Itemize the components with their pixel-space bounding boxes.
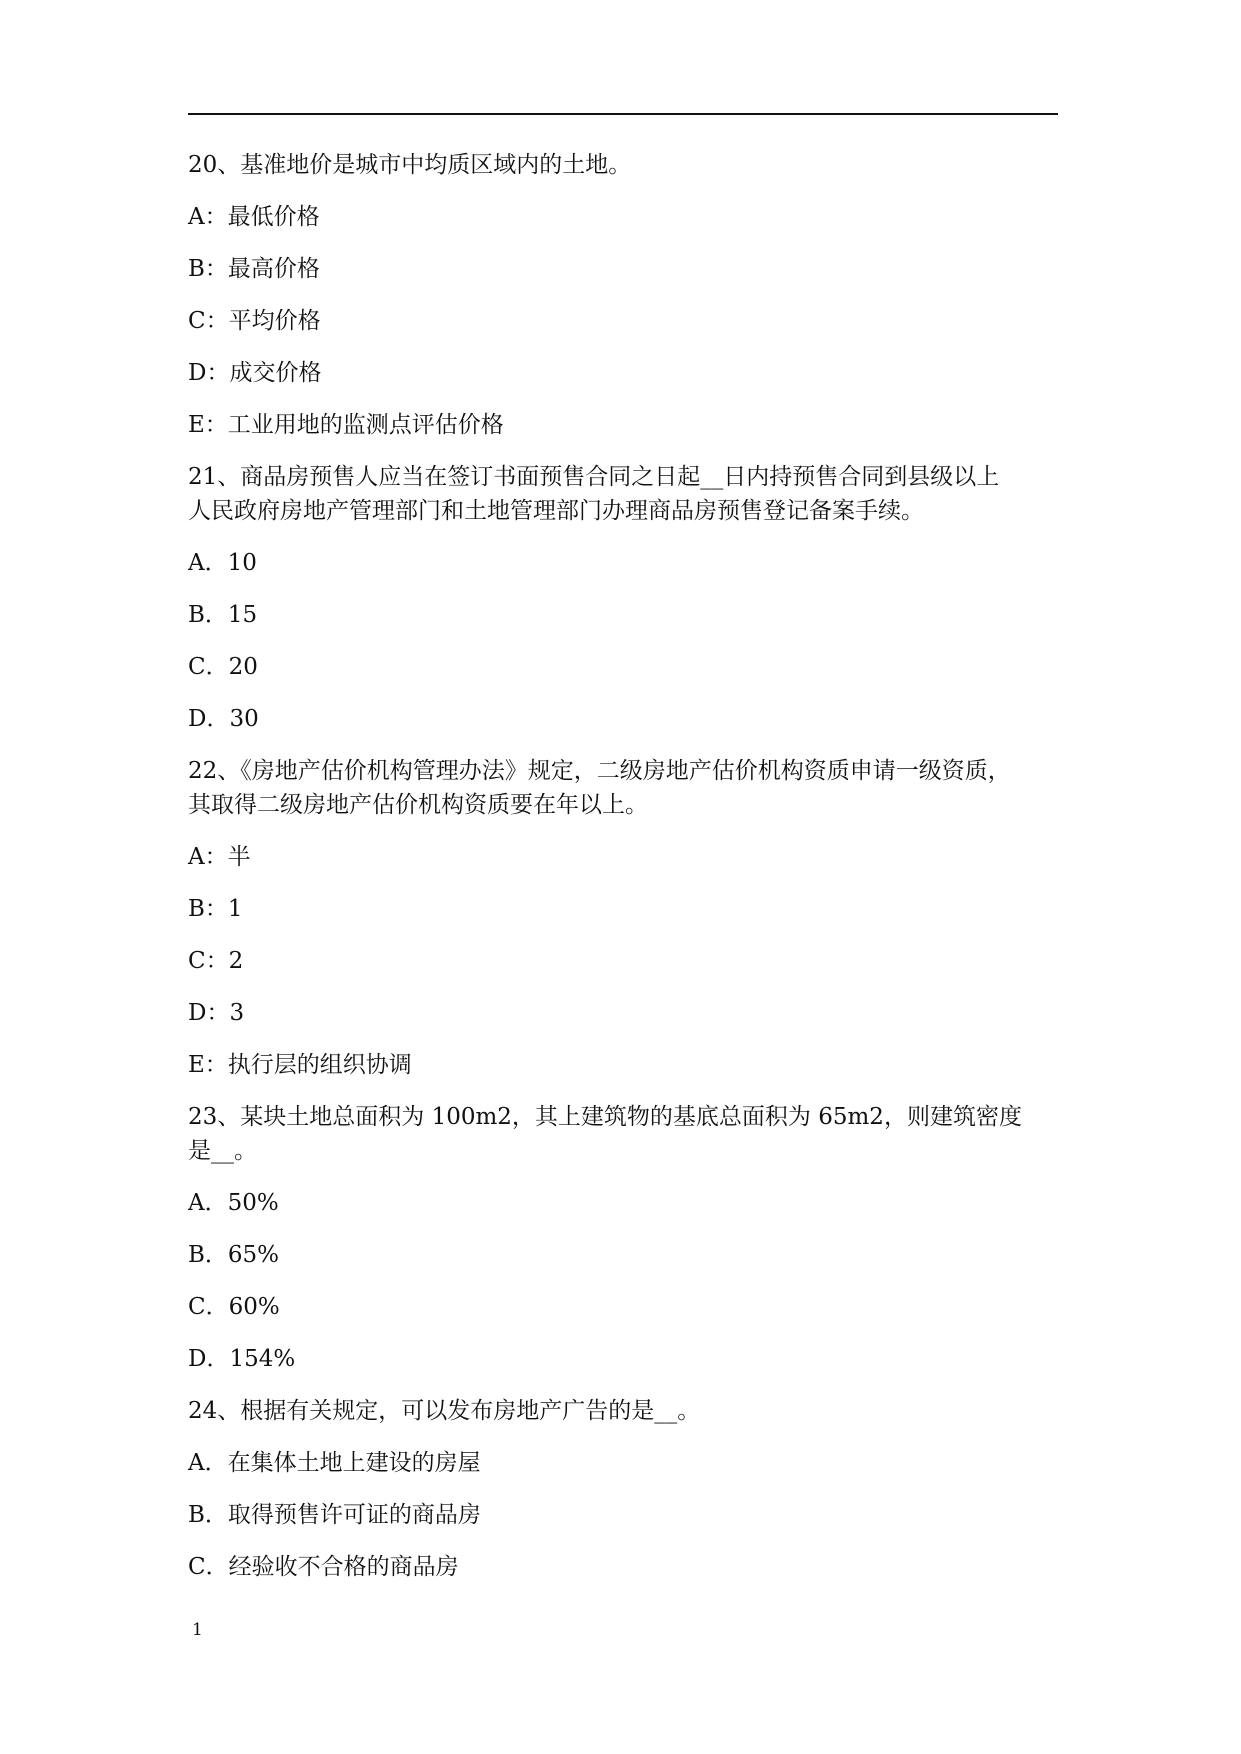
- option-c: C．60%: [188, 1294, 280, 1320]
- question-line: 22、《房地产估价机构管理办法》规定，二级房地产估价机构资质申请一级资质，: [188, 758, 1011, 784]
- header-rule: [188, 113, 1058, 115]
- question-line: 是__。: [188, 1138, 257, 1164]
- option-c: C：平均价格: [188, 308, 321, 334]
- question-24-text: [188, 1394, 1058, 1428]
- option-b: B：最高价格: [188, 256, 320, 282]
- option-c: C．经验收不合格的商品房: [188, 1554, 459, 1580]
- question-line: 23、某块土地总面积为 100m2，其上建筑物的基底总面积为 65m2，则建筑密度: [188, 1104, 1022, 1130]
- question-line: 其取得二级房地产估价机构资质要在年以上。: [188, 792, 648, 818]
- option-a: A．50%: [188, 1190, 279, 1216]
- question-21-text: [188, 460, 1058, 528]
- document-body: [188, 148, 1058, 1602]
- question-23-text: [188, 1100, 1058, 1168]
- option-b: B：1: [188, 896, 243, 922]
- option-d: D．30: [188, 706, 259, 732]
- option-b: B．65%: [188, 1242, 280, 1268]
- option-d: D：成交价格: [188, 360, 322, 386]
- option-a: A．在集体土地上建设的房屋: [188, 1450, 481, 1476]
- option-c: C：2: [188, 948, 244, 974]
- question-line: 人民政府房地产管理部门和土地管理部门办理商品房预售登记备案手续。: [188, 498, 924, 524]
- page-number: 1: [192, 1620, 203, 1640]
- question-line: 24、根据有关规定，可以发布房地产广告的是__。: [188, 1398, 701, 1424]
- option-e: E：执行层的组织协调: [188, 1052, 412, 1078]
- option-a: A：最低价格: [188, 204, 320, 230]
- question-22-text: [188, 754, 1058, 822]
- option-e: E：工业用地的监测点评估价格: [188, 412, 504, 438]
- question-20-text: [188, 148, 1058, 182]
- option-a: A．10: [188, 550, 257, 576]
- option-d: D．154%: [188, 1346, 296, 1372]
- option-a: A：半: [188, 844, 251, 870]
- option-d: D：3: [188, 1000, 245, 1026]
- option-b: B．取得预售许可证的商品房: [188, 1502, 481, 1528]
- option-c: C．20: [188, 654, 258, 680]
- question-line: 21、商品房预售人应当在签订书面预售合同之日起__日内持预售合同到县级以上: [188, 464, 1000, 490]
- option-b: B．15: [188, 602, 258, 628]
- question-line: 20、基准地价是城市中均质区域内的土地。: [188, 152, 632, 178]
